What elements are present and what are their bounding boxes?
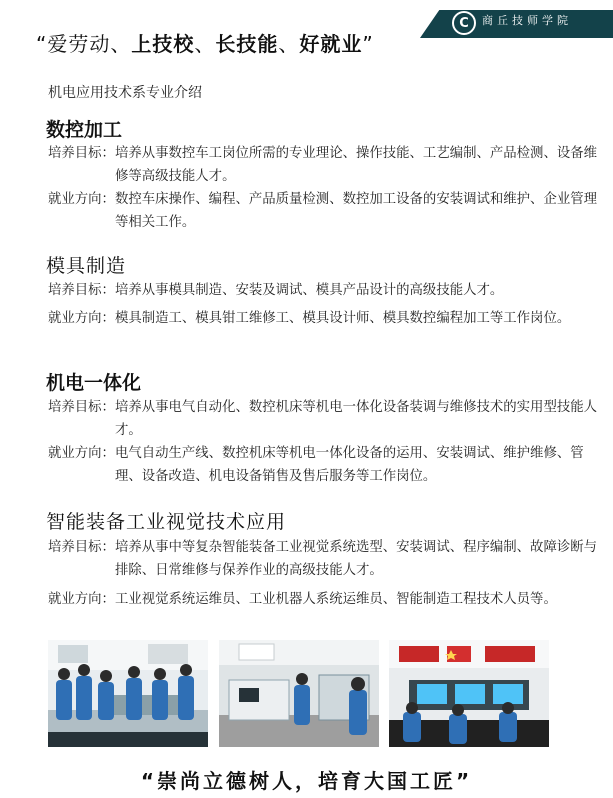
row-label: 就业方向： bbox=[48, 192, 115, 207]
row-text: 培养从事数控车工岗位所需的专业理论、操作技能、工艺编制、产品检测、设备维修等高级技能人才。 bbox=[114, 146, 598, 184]
section-row-mechatronics-career bbox=[48, 442, 608, 488]
row-label: 培养目标： bbox=[48, 283, 115, 298]
section-row-vision-career bbox=[48, 588, 608, 611]
section-title-mold: 模具制造 bbox=[46, 255, 127, 277]
school-name: 商丘技师学院 bbox=[482, 14, 572, 27]
row-text: 数控车床操作、编程、产品质量检测、数控加工设备的安装调试和维护、企业管理等相关工作。 bbox=[114, 192, 598, 230]
row-text: 模具制造工、模具钳工维修工、模具设计师、模具数控编程加工等工作岗位。 bbox=[114, 311, 571, 326]
section-title-mechatronics: 机电一体化 bbox=[46, 372, 142, 394]
classroom-photo-computers bbox=[389, 640, 549, 747]
row-label: 就业方向： bbox=[48, 311, 115, 326]
department-intro-title: 机电应用技术系专业介绍 bbox=[48, 85, 202, 101]
row-text: 培养从事电气自动化、数控机床等机电一体化设备装调与维修技术的实用型技能人才。 bbox=[114, 400, 598, 438]
row-text: 培养从事模具制造、安装及调试、模具产品设计的高级技能人才。 bbox=[114, 283, 504, 298]
row-label: 就业方向： bbox=[48, 446, 115, 461]
section-title-machine-vision: 智能装备工业视觉技术应用 bbox=[46, 511, 287, 533]
lab-photo-machines bbox=[219, 640, 379, 747]
section-row-vision-goal bbox=[48, 536, 608, 582]
row-label: 培养目标： bbox=[48, 400, 115, 415]
row-label: 培养目标： bbox=[48, 146, 115, 161]
bottom-slogan: “崇尚立德树人，培育大国工匠” bbox=[140, 769, 473, 793]
section-row-cnc-career bbox=[48, 188, 608, 234]
section-title-cnc: 数控加工 bbox=[46, 119, 123, 141]
top-slogan: “爱劳动、上技校、长技能、好就业” bbox=[36, 32, 374, 56]
section-row-mold-goal bbox=[48, 279, 608, 302]
row-label: 培养目标： bbox=[48, 540, 115, 555]
row-text: 电气自动生产线、数控机床等机电一体化设备的运用、安装调试、维护维修、管理、设备改造、机电设备销售及售后服务等工作岗位。 bbox=[114, 446, 584, 484]
row-label: 就业方向： bbox=[48, 592, 115, 607]
school-pinyin: shangqiujishixueyuan bbox=[476, 27, 570, 36]
row-text: 工业视觉系统运维员、工业机器人系统运维员、智能制造工程技术人员等。 bbox=[114, 592, 557, 607]
photo-strip bbox=[48, 640, 549, 747]
section-row-cnc-goal bbox=[48, 142, 608, 188]
workshop-photo-students bbox=[48, 640, 208, 747]
section-row-mold-career bbox=[48, 307, 608, 330]
school-logo-icon: C bbox=[452, 11, 476, 35]
section-row-mechatronics-goal bbox=[48, 396, 608, 442]
row-text: 培养从事中等复杂智能装备工业视觉系统选型、安装调试、程序编制、故障诊断与排除、日常维修与保养作业的高级技能人才。 bbox=[114, 540, 598, 578]
